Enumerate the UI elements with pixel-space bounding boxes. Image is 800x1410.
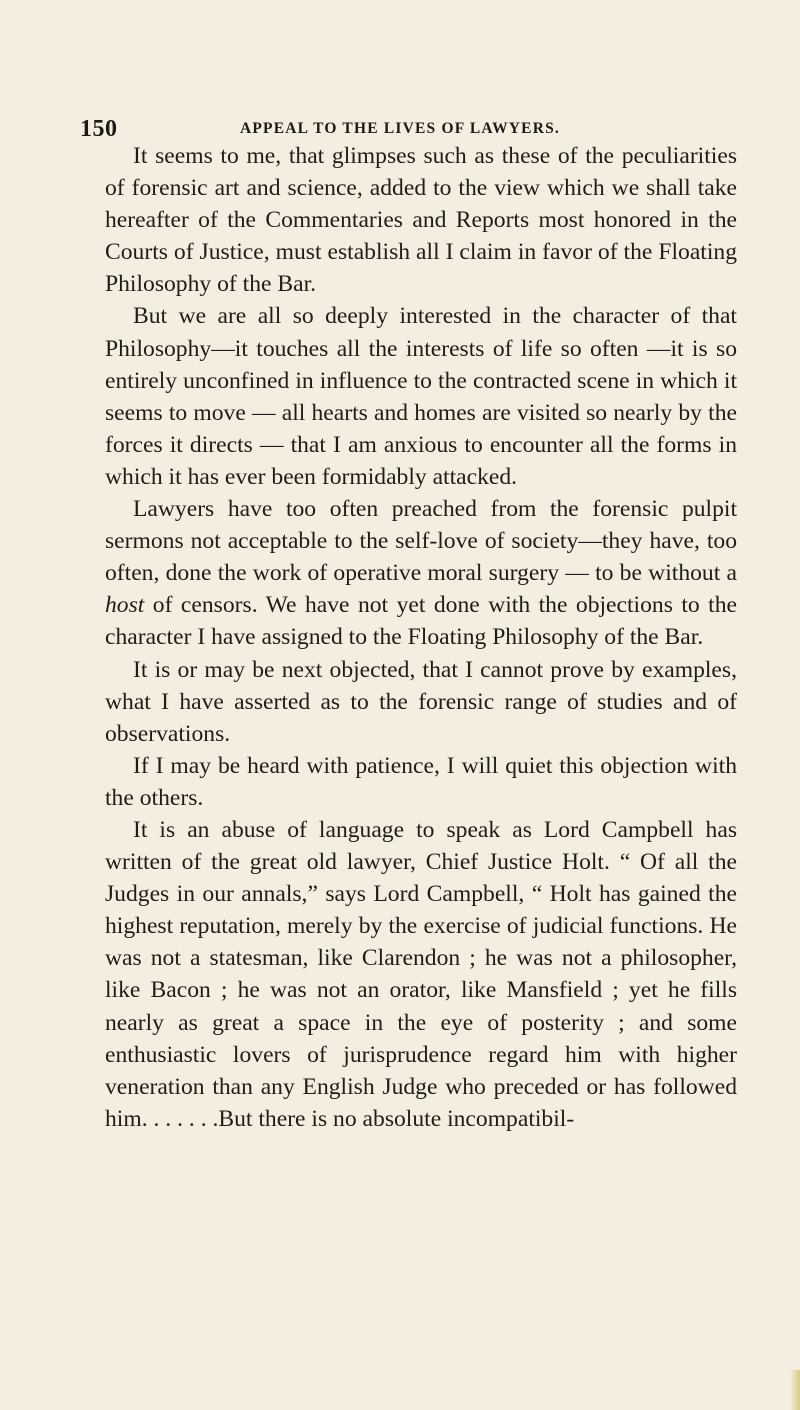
paragraph-5: If I may be heard with patience, I will quiet this objection with the others. (105, 752, 737, 811)
paragraph-3 (105, 493, 737, 653)
running-title: APPEAL TO THE LIVES OF LAWYERS. (239, 120, 560, 137)
paragraph-6: It is an abuse of language to speak as Lord Campbell has written of the great old lawyer, Chief Justice Holt. “ Of all the Judges in our annals,” says Lord Campbell, “ Holt has gained the highest reputation, merely by the exercise of judicial functions. He was not a statesman, like Clarendon ; he was not a philosopher, like Bacon ; he was not an orator, like Mansfield ; yet he fills nearly as great a space in the eye of posterity ; and some enthusiastic lovers of jurisprudence regard him with higher veneration than any English Judge who preceded or has followed him. . . . . . .But there is no absolute incompatibil- (105, 816, 737, 1132)
page-number: 150 (80, 116, 118, 142)
italic-word-host: host (105, 592, 145, 619)
paragraph-1: It seems to me, that glimpses such as these of the peculiarities of forensic art and science, added to the view which we shall take hereafter of the Commentaries and Reports most honored in the Courts of Justice, must establish all I claim in favor of the Floating Philosophy of the Bar. (105, 143, 737, 298)
paragraph-2: But we are all so deeply interested in the character of that Philosophy—it touches all the interests of life so often —it is so entirely unconfined in influence to the contracted scene in which it seems to move — all hearts and homes are visited so nearly by the forces it directs — that I am anxious to encounter all the forms in which it has ever been formidably attacked. (105, 303, 737, 490)
page-edge-stain (790, 1370, 800, 1410)
paragraph-3-text-before: Lawyers have too often preached from the forensic pulpit sermons not acceptable to the self-love of society—they have, too often, done the work of operative moral surgery — to be without a (105, 496, 737, 587)
body-text (105, 140, 737, 1135)
paragraph-3-text-after: of censors. We have not yet done with the objections to the character I have assigned to the Floating Philosophy of the Bar. (105, 592, 737, 651)
paragraph-4: It is or may be next objected, that I cannot prove by examples, what I have asserted as to the forensic range of studies and of observations. (105, 656, 737, 747)
